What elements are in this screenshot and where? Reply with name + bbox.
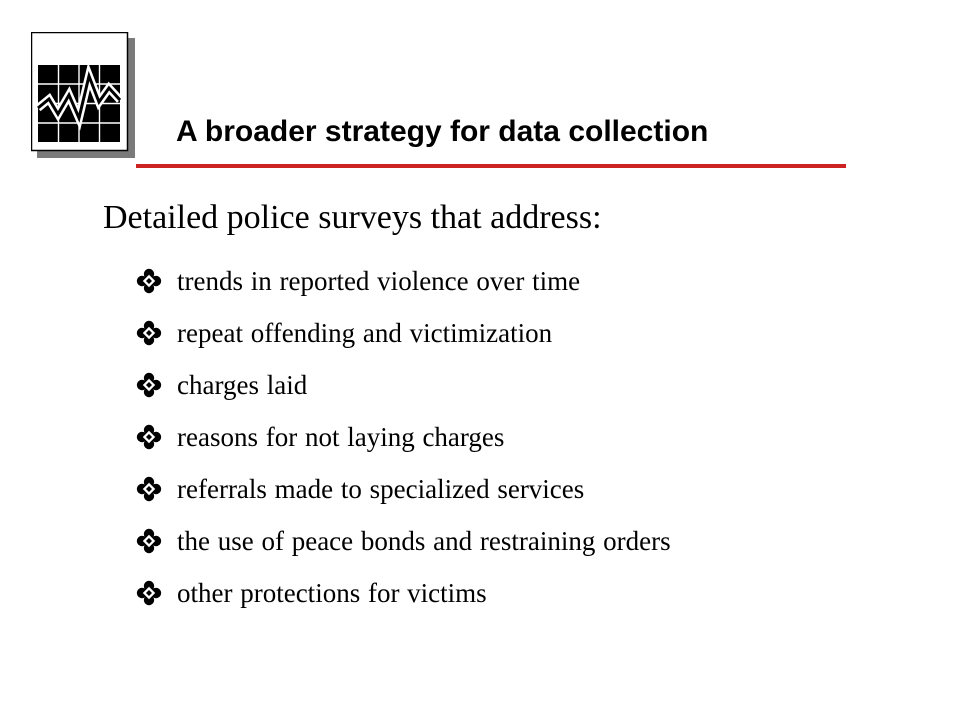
line-chart-icon (31, 32, 135, 158)
four-petal-diamond-icon (136, 268, 162, 294)
bullet-text: repeat offending and victimization (177, 317, 553, 348)
list-item (136, 567, 671, 619)
four-petal-diamond-icon (136, 372, 162, 398)
bullet-text: the use of peace bonds and restraining orders (177, 525, 671, 556)
slide-title: A broader strategy for data collection (176, 115, 709, 148)
list-item (136, 255, 671, 307)
four-petal-diamond-icon (136, 580, 162, 606)
bullet-list (136, 255, 671, 619)
four-petal-diamond-icon (136, 476, 162, 502)
bullet-text: trends in reported violence over time (177, 265, 581, 296)
lead-text: Detailed police surveys that address: (103, 199, 602, 236)
bullet-text: other protections for victims (177, 577, 487, 608)
bullet-text: charges laid (177, 369, 308, 400)
list-item (136, 463, 671, 515)
title-underline (136, 164, 846, 168)
list-item (136, 515, 671, 567)
four-petal-diamond-icon (136, 320, 162, 346)
list-item (136, 411, 671, 463)
list-item (136, 307, 671, 359)
list-item (136, 359, 671, 411)
four-petal-diamond-icon (136, 424, 162, 450)
four-petal-diamond-icon (136, 528, 162, 554)
bullet-text: referrals made to specialized services (177, 473, 585, 504)
bullet-text: reasons for not laying charges (177, 421, 505, 452)
